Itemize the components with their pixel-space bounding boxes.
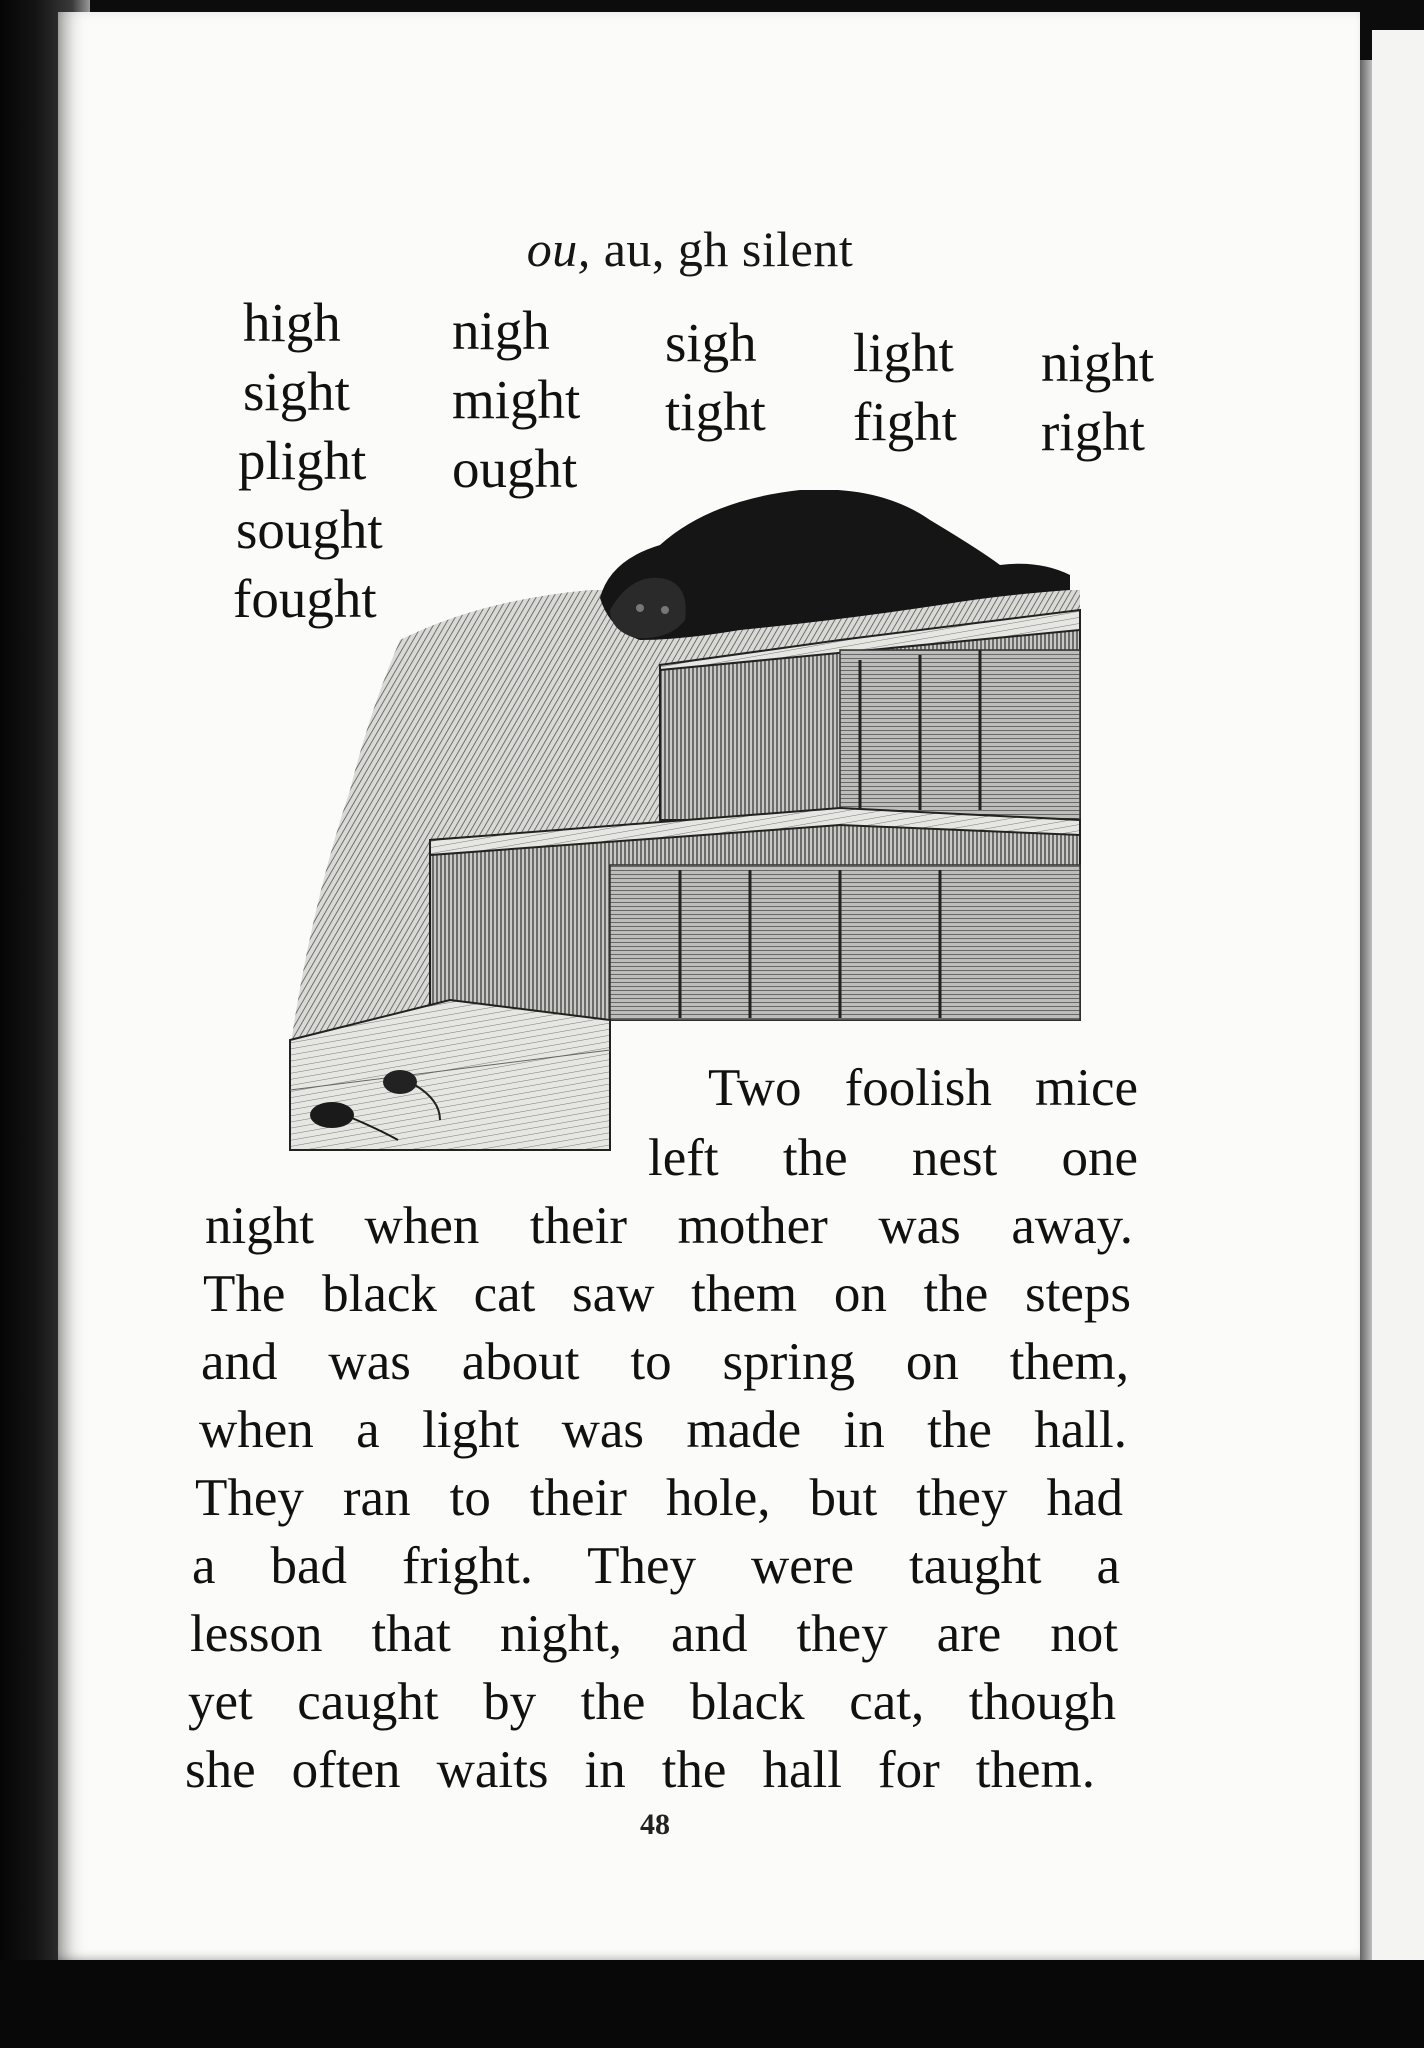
word-list-item: right [1041, 401, 1145, 462]
story-line: when a light was made in the hall. [199, 1401, 1127, 1459]
word-list-item: high [243, 292, 341, 353]
story-line: yet caught by the black cat, though [188, 1673, 1116, 1731]
scan-background [0, 1960, 1424, 2048]
word-list-item: fought [233, 568, 377, 629]
cat-and-mice-illustration [280, 490, 1085, 1155]
facing-page-edge [1372, 30, 1424, 2020]
story-line: a bad fright. They were taught a [192, 1537, 1120, 1595]
word-list-item: nigh [452, 300, 550, 361]
story-line: night when their mother was away. [205, 1197, 1133, 1255]
word-list-item: light [853, 322, 954, 383]
word-list-item: ought [452, 438, 578, 499]
word-list-item: sought [236, 499, 383, 560]
page-number: 48 [640, 1808, 670, 1841]
word-list-item: tight [665, 381, 766, 442]
word-list-item: night [1041, 332, 1155, 393]
story-line: left the nest one [648, 1129, 1138, 1187]
story-line: The black cat saw them on the steps [203, 1265, 1131, 1323]
word-list-item: sigh [665, 312, 757, 373]
story-line: Two foolish mice [708, 1059, 1138, 1117]
word-list-item: plight [238, 430, 367, 491]
word-list-item: might [452, 369, 581, 430]
story-line: They ran to their hole, but they had [195, 1469, 1123, 1527]
story-line: she often waits in the hall for them. [185, 1741, 1095, 1799]
heading-rest: au, gh silent [590, 221, 854, 277]
story-line: and was about to spring on them, [201, 1333, 1129, 1391]
story-line: lesson that night, and they are not [190, 1605, 1118, 1663]
word-list-item: fight [853, 391, 957, 452]
word-list-item: sight [243, 361, 350, 422]
lesson-heading [0, 220, 1380, 278]
heading-italic: ou, [526, 221, 591, 277]
